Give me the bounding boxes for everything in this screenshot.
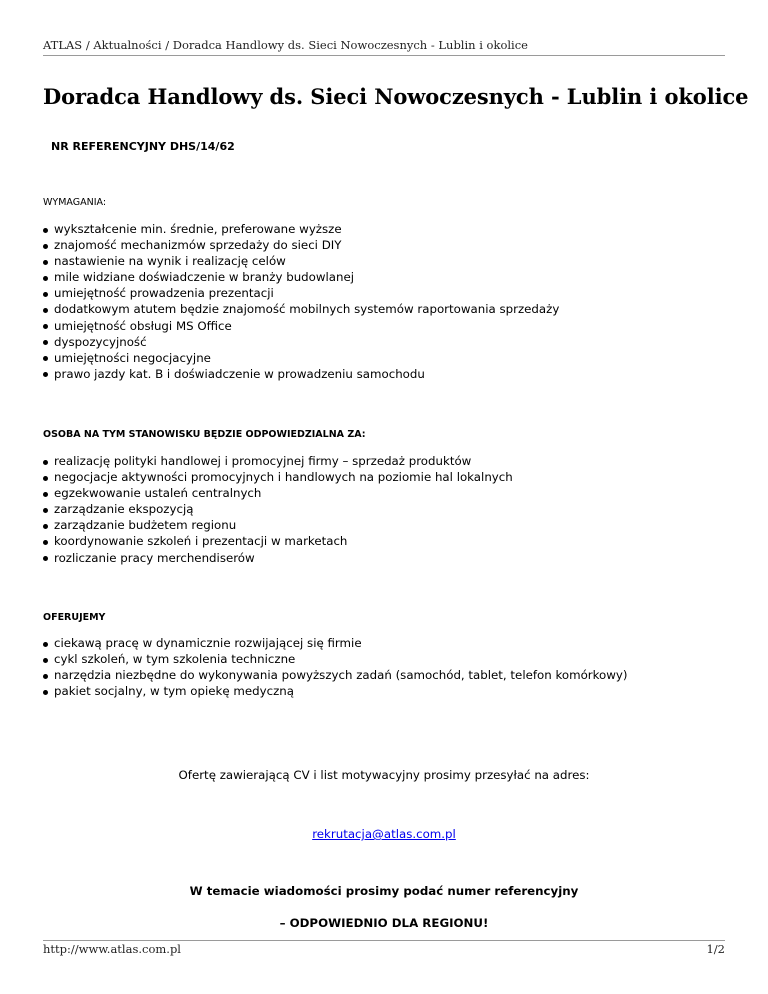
offer-heading: OFERUJEMY xyxy=(43,612,106,623)
list-item: zarządzanie budżetem regionu xyxy=(43,517,513,533)
requirements-heading: WYMAGANIA: xyxy=(43,197,107,208)
list-item: cykl szkoleń, w tym szkolenia techniczne xyxy=(43,651,628,667)
list-item: realizację polityki handlowej i promocyjnej firmy – sprzedaż produktów xyxy=(43,453,513,469)
list-item: koordynowanie szkoleń i prezentacji w marketach xyxy=(43,533,513,549)
page-header xyxy=(43,38,725,56)
email-link[interactable]: rekrutacja@atlas.com.pl xyxy=(312,827,456,841)
responsibilities-list xyxy=(43,453,513,566)
page-title: Doradca Handlowy ds. Sieci Nowoczesnych - Lublin i okolice xyxy=(43,84,749,109)
list-item: umiejętność prowadzenia prezentacji xyxy=(43,285,559,301)
page-footer xyxy=(43,940,725,956)
list-item: znajomość mechanizmów sprzedaży do sieci DIY xyxy=(43,237,559,253)
list-item: dodatkowym atutem będzie znajomość mobilnych systemów raportowania sprzedaży xyxy=(43,301,559,317)
offer-list xyxy=(43,635,628,699)
contact-email-row xyxy=(43,827,725,841)
list-item: negocjacje aktywności promocyjnych i handlowych na poziomie hal lokalnych xyxy=(43,469,513,485)
list-item: dyspozycyjność xyxy=(43,334,559,350)
list-item: mile widziane doświadczenie w branży budowlanej xyxy=(43,269,559,285)
contact-intro: Ofertę zawierającą CV i list motywacyjny prosimy przesyłać na adres: xyxy=(178,768,590,782)
subject-note: W temacie wiadomości prosimy podać numer referencyjny xyxy=(189,884,579,898)
requirements-list xyxy=(43,221,559,382)
list-item: zarządzanie ekspozycją xyxy=(43,501,513,517)
footer-url: http://www.atlas.com.pl xyxy=(43,942,181,956)
reference-number: NR REFERENCYJNY DHS/14/62 xyxy=(51,140,235,153)
region-note: – ODPOWIEDNIO DLA REGIONU! xyxy=(279,916,489,930)
list-item: umiejętność obsługi MS Office xyxy=(43,318,559,334)
list-item: ciekawą pracę w dynamicznie rozwijającej się firmie xyxy=(43,635,628,651)
list-item: narzędzia niezbędne do wykonywania powyższych zadań (samochód, tablet, telefon komórkowy) xyxy=(43,667,628,683)
breadcrumb: ATLAS / Aktualności / Doradca Handlowy ds. Sieci Nowoczesnych - Lublin i okolice xyxy=(43,38,528,52)
list-item: rozliczanie pracy merchendiserów xyxy=(43,550,513,566)
list-item: nastawienie na wynik i realizację celów xyxy=(43,253,559,269)
list-item: umiejętności negocjacyjne xyxy=(43,350,559,366)
responsibilities-heading: OSOBA NA TYM STANOWISKU BĘDZIE ODPOWIEDZIALNA ZA: xyxy=(43,429,366,440)
page-number: 1/2 xyxy=(706,942,725,956)
list-item: wykształcenie min. średnie, preferowane wyższe xyxy=(43,221,559,237)
list-item: prawo jazdy kat. B i doświadczenie w prowadzeniu samochodu xyxy=(43,366,559,382)
list-item: egzekwowanie ustaleń centralnych xyxy=(43,485,513,501)
list-item: pakiet socjalny, w tym opiekę medyczną xyxy=(43,683,628,699)
